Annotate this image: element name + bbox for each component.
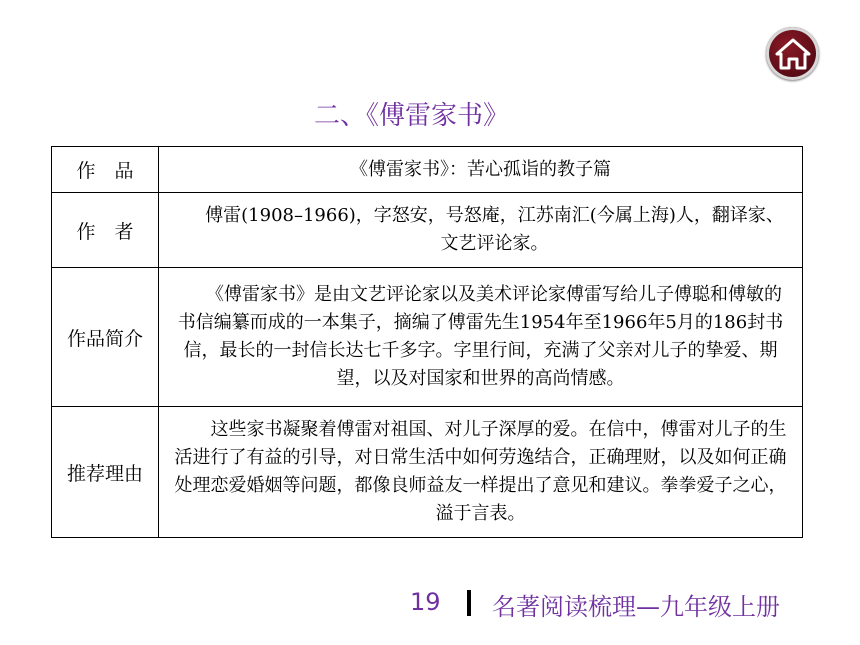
footer-divider: [467, 590, 471, 616]
row-label: 作品简介: [52, 268, 159, 407]
home-button[interactable]: [766, 27, 819, 80]
table-row: [52, 407, 803, 538]
section-title: 二、《傅雷家书》: [314, 101, 510, 131]
row-content: 《傅雷家书》是由文艺评论家以及美术评论家傅雷写给儿子傅聪和傅敏的书信编纂而成的一本集子，摘编了傅雷先生1954年至1966年5月的186封书信，最长的一封信长达七千多字。字里行间，充满了父亲对儿子的挚爱、期望，以及对国家和世界的高尚情感。: [159, 268, 803, 407]
book-title: 名著阅读梳理—九年级上册: [492, 593, 780, 621]
home-icon: [775, 38, 811, 70]
page-number: 19: [410, 588, 441, 616]
table-row: [52, 268, 803, 407]
row-label: 作 者: [52, 193, 159, 268]
info-table: [51, 146, 803, 538]
row-content: 这些家书凝聚着傅雷对祖国、对儿子深厚的爱。在信中，傅雷对儿子的生活进行了有益的引导，对日常生活中如何劳逸结合，正确理财，以及如何正确处理恋爱婚姻等问题，都像良师益友一样提出了意见和建议。拳拳爱子之心，溢于言表。: [159, 407, 803, 538]
row-content: 傅雷(1908–1966)，字怒安，号怒庵，江苏南汇(今属上海)人，翻译家、文艺评论家。: [159, 193, 803, 268]
table-row: [52, 147, 803, 193]
table-row: [52, 193, 803, 268]
row-content: 《傅雷家书》：苦心孤诣的教子篇: [159, 147, 803, 193]
row-label: 推荐理由: [52, 407, 159, 538]
row-label: 作 品: [52, 147, 159, 193]
